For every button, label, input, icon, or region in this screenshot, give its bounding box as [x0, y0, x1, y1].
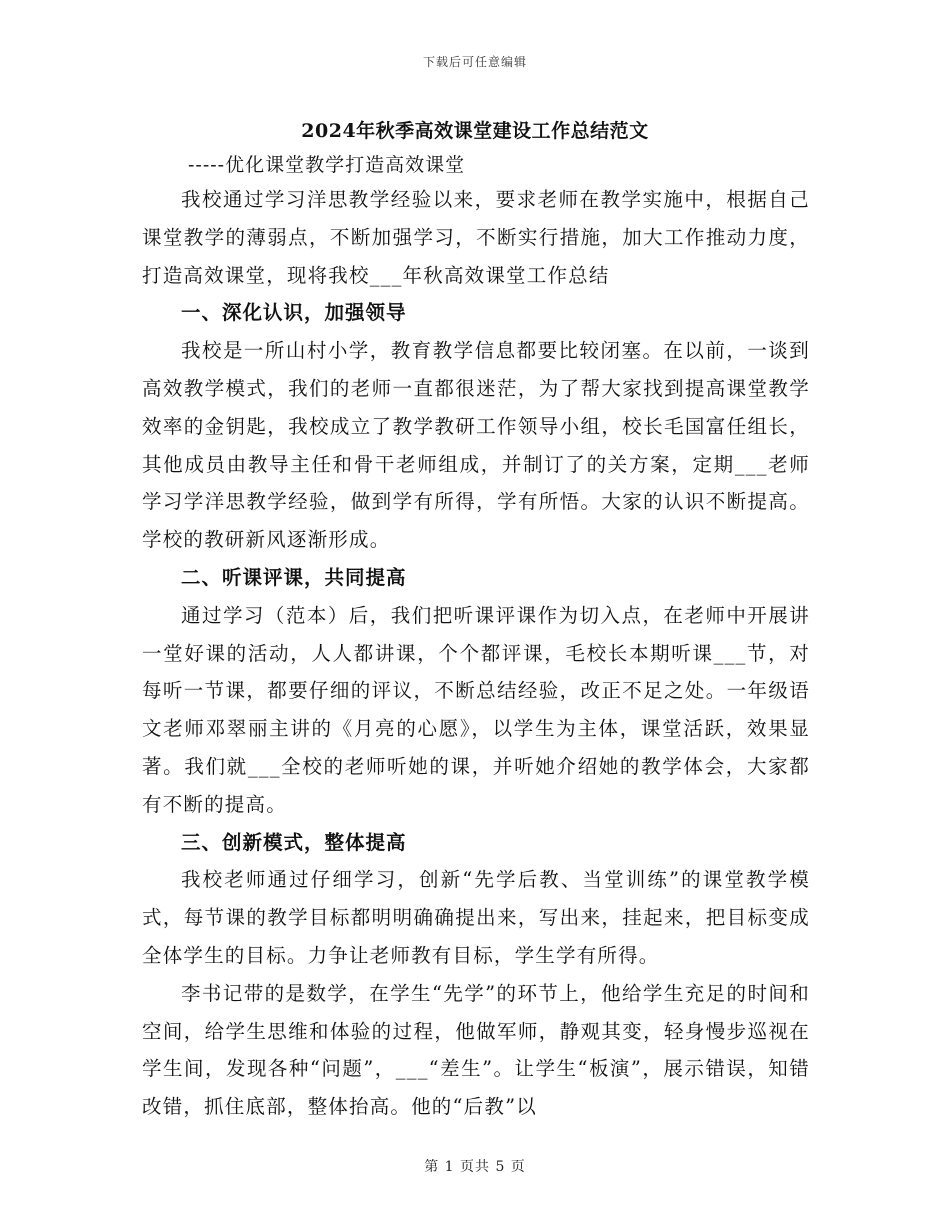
- document-body: [142, 181, 810, 1126]
- page-indicator: 第 1 页共 5 页: [424, 1159, 526, 1175]
- section-1-paragraph: 我校是一所山村小学，教育教学信息都要比较闭塞。在以前，一谈到高效教学模式，我们的老师一直都很迷茫，为了帮大家找到提高课堂教学效率的金钥匙，我校成立了教学教研工作领导小组，校长毛国富任组长，其他成员由教导主任和骨干老师组成，并制订了的关方案，定期___老师学习学洋思教学经验，做到学有所得，学有所悟。大家的认识不断提高。学校的教研新风逐渐形成。: [142, 339, 810, 552]
- section-heading-2: 二、听课评课，共同提高: [181, 565, 407, 589]
- intro-paragraph: 我校通过学习洋思教学经验以来，要求老师在教学实施中，根据自己课堂教学的薄弱点，不断加强学习，不断实行措施，加大工作推动力度，打造高效课堂，现将我校___年秋高效课堂工作总结: [142, 188, 810, 287]
- section-heading-1: 一、深化认识，加强领导: [181, 301, 407, 325]
- section-3-paragraph-2: 李书记带的是数学，在学生“先学”的环节上，他给学生充足的时间和空间，给学生思维和体验的过程，他做军师，静观其变，轻身慢步巡视在学生间，发现各种“问题”，___“差生”。让学生“板演”，展示错误，知错改错，抓住底部，整体抬高。他的“后教”以: [142, 981, 810, 1119]
- section-3-paragraph-1: 我校老师通过仔细学习，创新“先学后教、当堂训练”的课堂教学模式，每节课的教学目标都明明确确提出来，写出来，挂起来，把目标变成全体学生的目标。力争让老师教有目标，学生学有所得。: [142, 868, 810, 967]
- section-2-paragraph: 通过学习（范本）后，我们把听课评课作为切入点，在老师中开展讲一堂好课的活动，人人都讲课，个个都评课，毛校长本期听课___节，对每听一节课，都要仔细的评议，不断总结经验，改正不足之处。一年级语文老师邓翠丽主讲的《月亮的心愿》，以学生为主体，课堂活跃，效果显著。我们就___全校的老师听她的课，并听她介绍她的教学体会，大家都有不断的提高。: [142, 603, 810, 816]
- section-heading-3: 三、创新模式，整体提高: [181, 830, 407, 854]
- document-title: 2024年秋季高效课堂建设工作总结范文: [301, 120, 649, 142]
- document-subtitle: -----优化课堂教学打造高效课堂: [188, 154, 466, 176]
- header-note: 下载后可任意编辑: [422, 55, 527, 69]
